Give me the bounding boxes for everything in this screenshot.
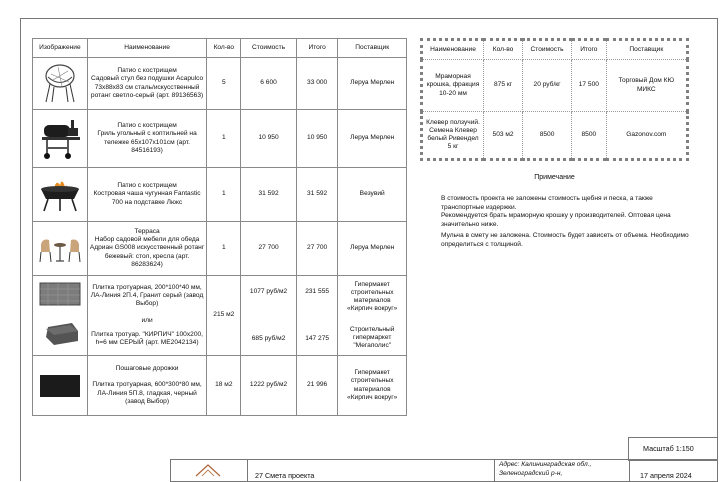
paving-supplier-a: Гипермакет строительных материалов «Кирпич вокруг» bbox=[347, 281, 398, 313]
item-qty: 5 bbox=[207, 58, 241, 110]
col-name: Наименование bbox=[87, 39, 207, 58]
item-name: Мраморная крошка, фракция 10-20 мм bbox=[422, 60, 484, 112]
paving-price-a: 1077 руб/м2 bbox=[249, 288, 288, 296]
col-supplier: Поставщик bbox=[606, 40, 687, 60]
col-qty: Кол-во bbox=[207, 39, 241, 58]
paths-supplier: Гипермакет строительных материалов «Кирпич вокруг» bbox=[338, 356, 407, 416]
materials-table bbox=[420, 38, 689, 161]
item-supplier: Торговый Дом КЮ МИКС bbox=[606, 60, 687, 112]
item-total: 33 000 bbox=[296, 58, 338, 110]
col-name: Наименование bbox=[422, 40, 484, 60]
paving-name-b: Плитка тротуар. "КИРПИЧ" 100х200, h=6 мм СЕРЫЙ (арт. МЕ2042134) bbox=[91, 330, 203, 346]
table-row bbox=[33, 58, 407, 110]
table-row bbox=[422, 60, 688, 112]
table-row-paths bbox=[33, 356, 407, 416]
item-price: 20 руб/кг bbox=[523, 60, 572, 112]
item-price: 10 950 bbox=[241, 110, 297, 168]
paving-price-b: 685 руб/м2 bbox=[251, 334, 286, 342]
note-title: Примечание bbox=[534, 174, 575, 181]
item-supplier: Леруа Мерлен bbox=[338, 58, 407, 110]
item-qty: 1 bbox=[207, 222, 241, 276]
logo-icon bbox=[194, 462, 222, 478]
paving-total-b: 147 275 bbox=[305, 334, 330, 342]
item-total: 10 950 bbox=[296, 110, 338, 168]
item-price: 27 700 bbox=[241, 222, 297, 276]
date-label: 17 апреля 2024 bbox=[640, 471, 692, 480]
note-paragraph: В стоимость проекта не заложены стоимость щебня и песка, а также транспортные издержки. bbox=[441, 195, 653, 211]
item-name: Патио с кострищем Садовый стул без подушки Acapulco 73х88х83 см сталь/искусственный ротанг светло-серый (арт. 89136563) bbox=[87, 58, 207, 110]
item-total: 17 500 bbox=[572, 60, 607, 112]
title-block bbox=[170, 459, 718, 482]
item-supplier: Gazonov.com bbox=[606, 112, 687, 160]
fire-bowl-image bbox=[33, 168, 88, 222]
table-header-row bbox=[422, 40, 688, 60]
item-price: 8500 bbox=[523, 112, 572, 160]
paving-or: или bbox=[141, 316, 153, 324]
col-price: Стоимость bbox=[523, 40, 572, 60]
item-price: 6 600 bbox=[241, 58, 297, 110]
item-name: Клевер ползучий. Семена Клевер белый Ривендел 5 кг bbox=[422, 112, 484, 160]
scale-label: Масштаб 1:150 bbox=[643, 444, 694, 453]
table-row bbox=[33, 110, 407, 168]
chair-image bbox=[33, 58, 88, 110]
paths-name: Пошаговые дорожки Плитка тротуарная, 600*300*80 мм, ЛА-Линия 5П.8, гладкая, черный (завод Выбор) bbox=[87, 356, 207, 416]
item-qty: 503 м2 bbox=[484, 112, 523, 160]
paving-qty: 215 м2 bbox=[207, 276, 241, 356]
item-supplier: Леруа Мерлен bbox=[338, 110, 407, 168]
paving-total bbox=[296, 276, 338, 356]
estimate-table bbox=[32, 38, 407, 416]
item-supplier: Везувий bbox=[338, 168, 407, 222]
item-name: Терраса Набор садовой мебели для обеда Адриан GS008 искусственный ротанг бежевый: стол, кресла (арт. 86283624) bbox=[87, 222, 207, 276]
item-supplier: Леруа Мерлен bbox=[338, 222, 407, 276]
paving-supplier-b: Строительный гипермаркет "Мегаполис" bbox=[349, 325, 395, 349]
note-paragraph: Мульча в смету не заложена. Стоимость будет зависеть от объема. Необходимо определиться с толщиной. bbox=[441, 232, 689, 248]
item-qty: 1 bbox=[207, 110, 241, 168]
path-tile-image bbox=[33, 356, 88, 416]
paths-total: 21 996 bbox=[296, 356, 338, 416]
paving-supplier bbox=[338, 276, 407, 356]
col-total: Итого bbox=[572, 40, 607, 60]
table-row-paving bbox=[33, 276, 407, 356]
garden-furniture-image bbox=[33, 222, 88, 276]
col-price: Стоимость bbox=[241, 39, 297, 58]
item-name: Патио с кострищем Костровая чаша чугунная Fantastic 700 на подставке Люкс bbox=[87, 168, 207, 222]
table-header-row bbox=[33, 39, 407, 58]
table-row bbox=[33, 168, 407, 222]
col-total: Итого bbox=[296, 39, 338, 58]
paving-name-a: Плитка тротуарная, 200*100*40 мм, ЛА-Линия 2П.4, Гранит серый (завод Выбор) bbox=[90, 284, 204, 308]
note-paragraph: Рекомендуется брать мраморную крошку у производителей. Оптовая цена значительно ниже. bbox=[441, 212, 671, 228]
sheet-title: 27 Смета проекта bbox=[255, 471, 315, 480]
paving-name bbox=[87, 276, 207, 356]
paths-qty: 18 м2 bbox=[207, 356, 241, 416]
item-total: 8500 bbox=[572, 112, 607, 160]
item-total: 27 700 bbox=[296, 222, 338, 276]
col-qty: Кол-во bbox=[484, 40, 523, 60]
address-text: Адрес: Калининградская обл., Зеленоградский р-н, bbox=[499, 461, 592, 477]
item-qty: 1 bbox=[207, 168, 241, 222]
grill-image bbox=[33, 110, 88, 168]
paths-price: 1222 руб/м2 bbox=[241, 356, 297, 416]
item-name: Патио с кострищем Гриль угольный с коптильней на тележке 65х107х101см (арт. 84516193) bbox=[87, 110, 207, 168]
paving-total-a: 231 555 bbox=[305, 288, 330, 296]
col-supplier: Поставщик bbox=[338, 39, 407, 58]
item-total: 31 592 bbox=[296, 168, 338, 222]
paving-price bbox=[241, 276, 297, 356]
table-row bbox=[33, 222, 407, 276]
item-price: 31 592 bbox=[241, 168, 297, 222]
col-image: Изображение bbox=[33, 39, 88, 58]
table-row bbox=[422, 112, 688, 160]
item-qty: 875 кг bbox=[484, 60, 523, 112]
paving-images bbox=[33, 276, 88, 356]
